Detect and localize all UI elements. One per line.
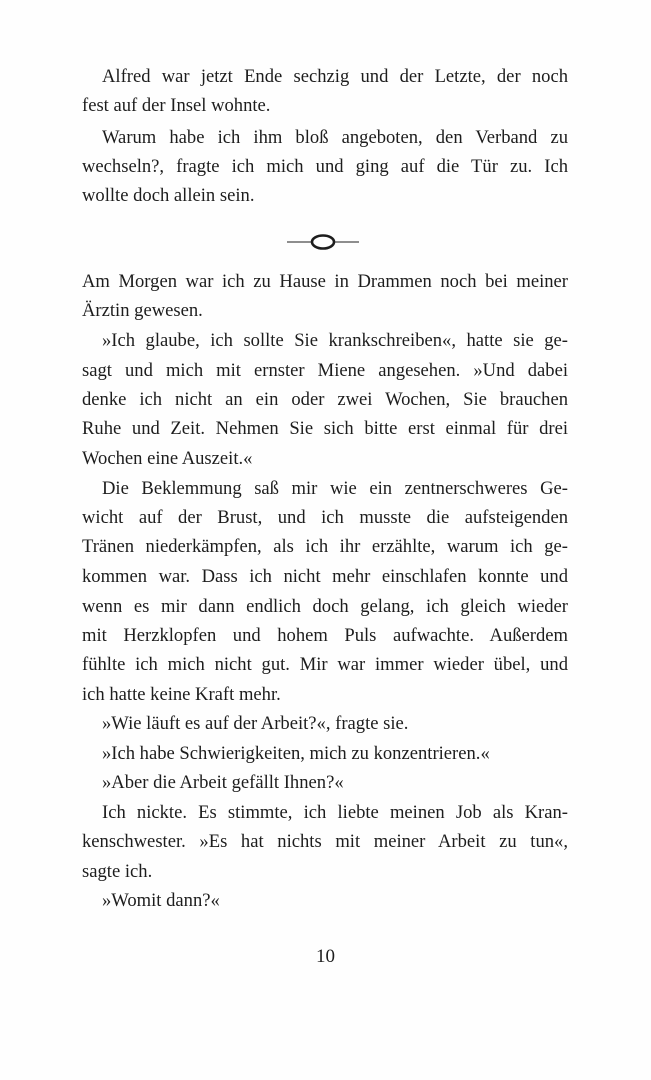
text-line: denke ich nicht an ein oder zwei Wochen, Sie brauchen bbox=[82, 389, 568, 410]
text-line: fest auf der Insel wohnte. bbox=[82, 95, 271, 116]
text-line: mit Herzklopfen und hohem Puls aufwachte. Außerdem bbox=[82, 625, 568, 646]
text-line: Warum habe ich ihm bloß angeboten, den Verband zu bbox=[102, 127, 568, 148]
text-line: »Ich habe Schwierigkeiten, mich zu konzentrieren.« bbox=[102, 743, 490, 764]
text-line: wenn es mir dann endlich doch gelang, ich gleich wieder bbox=[82, 596, 568, 617]
text-line: wicht auf der Brust, und ich musste die aufsteigenden bbox=[82, 507, 568, 528]
text-line: fühlte ich mich nicht gut. Mir war immer wieder übel, und bbox=[82, 654, 568, 675]
text-line: ich hatte keine Kraft mehr. bbox=[82, 684, 281, 705]
text-line: wollte doch allein sein. bbox=[82, 185, 255, 206]
text-line: Ich nickte. Es stimmte, ich liebte meinen Job als Kran- bbox=[102, 802, 568, 823]
text-line: Ärztin gewesen. bbox=[82, 300, 203, 321]
page-number: 10 bbox=[316, 946, 335, 967]
text-line: wechseln?, fragte ich mich und ging auf die Tür zu. Ich bbox=[82, 156, 568, 177]
text-line: sagte ich. bbox=[82, 861, 153, 882]
text-line: Am Morgen war ich zu Hause in Drammen noch bei meiner bbox=[82, 271, 568, 292]
text-line: kenschwester. »Es hat nichts mit meiner Arbeit zu tun«, bbox=[82, 831, 568, 852]
text-line: Wochen eine Auszeit.« bbox=[82, 448, 253, 469]
text-line: »Ich glaube, ich sollte Sie krankschreiben«, hatte sie ge- bbox=[102, 330, 568, 351]
text-line: »Wie läuft es auf der Arbeit?«, fragte sie. bbox=[102, 713, 409, 734]
section-break-ornament bbox=[283, 230, 363, 254]
text-line: sagt und mich mit ernster Miene angesehen. »Und dabei bbox=[82, 360, 568, 381]
text-line: Ruhe und Zeit. Nehmen Sie sich bitte erst einmal für drei bbox=[82, 418, 568, 439]
text-line: Tränen niederkämpfen, als ich ihr erzählte, warum ich ge- bbox=[82, 536, 568, 557]
text-line: Die Beklemmung saß mir wie ein zentnerschweres Ge- bbox=[102, 478, 568, 499]
text-line: Alfred war jetzt Ende sechzig und der Letzte, der noch bbox=[102, 66, 568, 87]
text-line: kommen war. Dass ich nicht mehr einschlafen konnte und bbox=[82, 566, 568, 587]
text-line: »Womit dann?« bbox=[102, 890, 220, 911]
text-line: »Aber die Arbeit gefällt Ihnen?« bbox=[102, 772, 344, 793]
